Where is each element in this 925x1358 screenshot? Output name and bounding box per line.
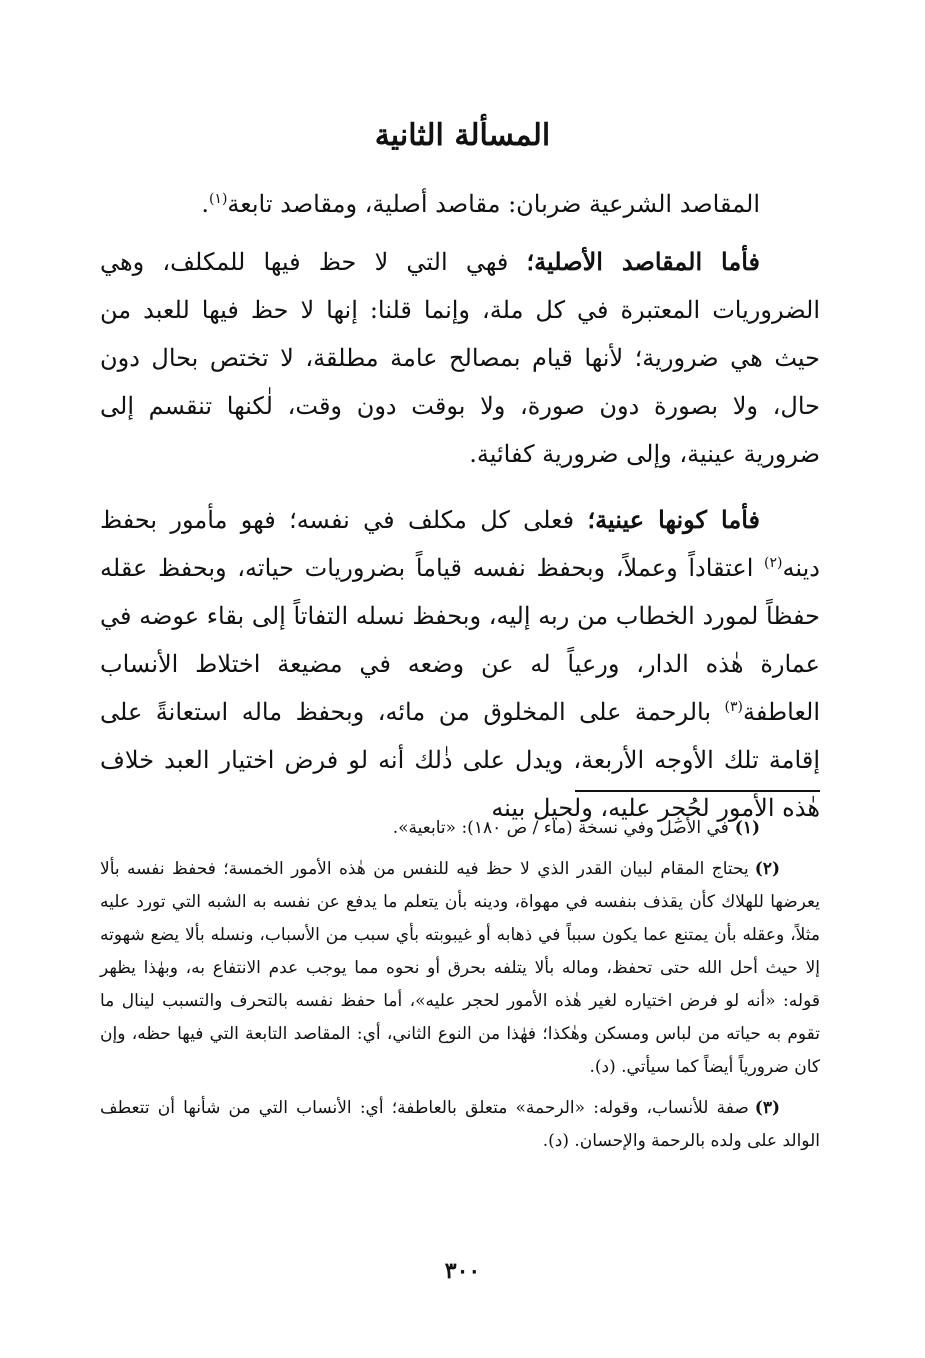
section-heading: المسألة الثانية [374, 118, 551, 153]
paragraph1-text: فهي التي لا حظ فيها للمكلف، وهي الضروريات المعتبرة في كل ملة، وإنما قلنا: إنها لا حظ فيها للعبد من حيث هي ضرورية؛ لأنها قيام بمصالح عامة مطلقة، لا تختص بحال دون حال، ولا بصورة دون صورة، ولا بوقت دون وقت، لٰكنها تنقسم إلى ضرورية عينية، وإلى ضرورية كفائية. [100, 248, 820, 468]
footnote-2 [100, 853, 820, 1084]
intro-end: . [201, 190, 209, 218]
paragraph1-lead: فأما المقاصد الأصلية؛ [526, 247, 761, 276]
footnote-number: (٢) [754, 859, 780, 879]
main-text [100, 180, 820, 832]
footnote-ref-3: (٣) [724, 699, 744, 715]
footnote-number: (١) [734, 818, 760, 838]
footnotes [100, 812, 820, 1166]
footnote-text: صفة للأنساب، وقوله: «الرحمة» متعلق بالعاطفة؛ أي: الأنساب التي من شأنها أن تتعطف الوالد على ولده بالرحمة والإحسان. (د). [100, 1098, 820, 1151]
footnote-1 [100, 812, 820, 845]
footnote-3 [100, 1092, 820, 1158]
footnote-text: في الأصل وفي نسخة (ماء / ص ١٨٠): «تابعية». [392, 818, 729, 838]
paragraph-individual-obligation [100, 496, 820, 832]
page-number: ٣٠٠ [444, 1258, 481, 1284]
footnote-separator [575, 790, 820, 792]
footnote-text: يحتاج المقام لبيان القدر الذي لا حظ فيه للنفس من هٰذه الأمور الخمسة؛ فحفظ نفسه بألا يعرضها للهلاك كأن يقذف بنفسه في مهواة، ودينه بأن يتعلم ما يدفع عن نفسه به الشبه التي تورد عليه مثلاً، وعقله بأن يمتنع عما يكون سبباً في ذهابه أو غيبوبته بأي سبب من الأسباب، ونسله بألا يضع شهوته إلا حيث أحل الله حتى تحفظ، وماله بألا يتلفه بحرق أو نحوه مما يوجب عدم الانتفاع به، وبهٰذا يظهر قوله: «أنه لو فرض اختياره لغير هٰذه الأمور لحجر عليه»، أما حفظ نفسه بالتحرف والتسبب لينال ما تقوم به حياته من لباس ومسكن وهٰكذا؛ فهٰذا من النوع الثاني، أي: المقاصد التابعة التي فيها حظه، وإن كان ضرورياً أيضاً كما سيأتي. (د). [100, 859, 820, 1077]
footnote-ref-2: (٢) [764, 555, 783, 571]
paragraph2-lead: فأما كونها عينية؛ [587, 505, 760, 534]
footnote-number: (٣) [754, 1098, 780, 1118]
intro-paragraph [100, 180, 820, 228]
paragraph2-text-c: بالرحمة على المخلوق من مائه، وبحفظ ماله استعانةً على إقامة تلك الأوجه الأربعة، ويدل على ذٰلك أنه لو فرض اختيار العبد خلاف هٰذه الأمور لحُجِر عليه، ولحيل بينه [100, 698, 820, 822]
footnote-ref-1: (١) [208, 191, 228, 207]
paragraph-primary-objectives [100, 238, 820, 478]
paragraph2-text-b: اعتقاداً وعملاً، وبحفظ نفسه قياماً بضروريات حياته، وبحفظ عقله حفظاً لمورد الخطاب من ربه إليه، وبحفظ نسله التفاتاً إلى بقاء عوضه في عمارة هٰذه الدار، ورعياً له عن وضعه في مضيعة اختلاط الأنساب العاطفة [100, 554, 820, 726]
paragraph2-text-a: فعلى كل مكلف في نفسه؛ فهو مأمور بحفظ دينه [100, 506, 820, 582]
intro-text: المقاصد الشرعية ضربان: مقاصد أصلية، ومقاصد تابعة [227, 190, 760, 218]
